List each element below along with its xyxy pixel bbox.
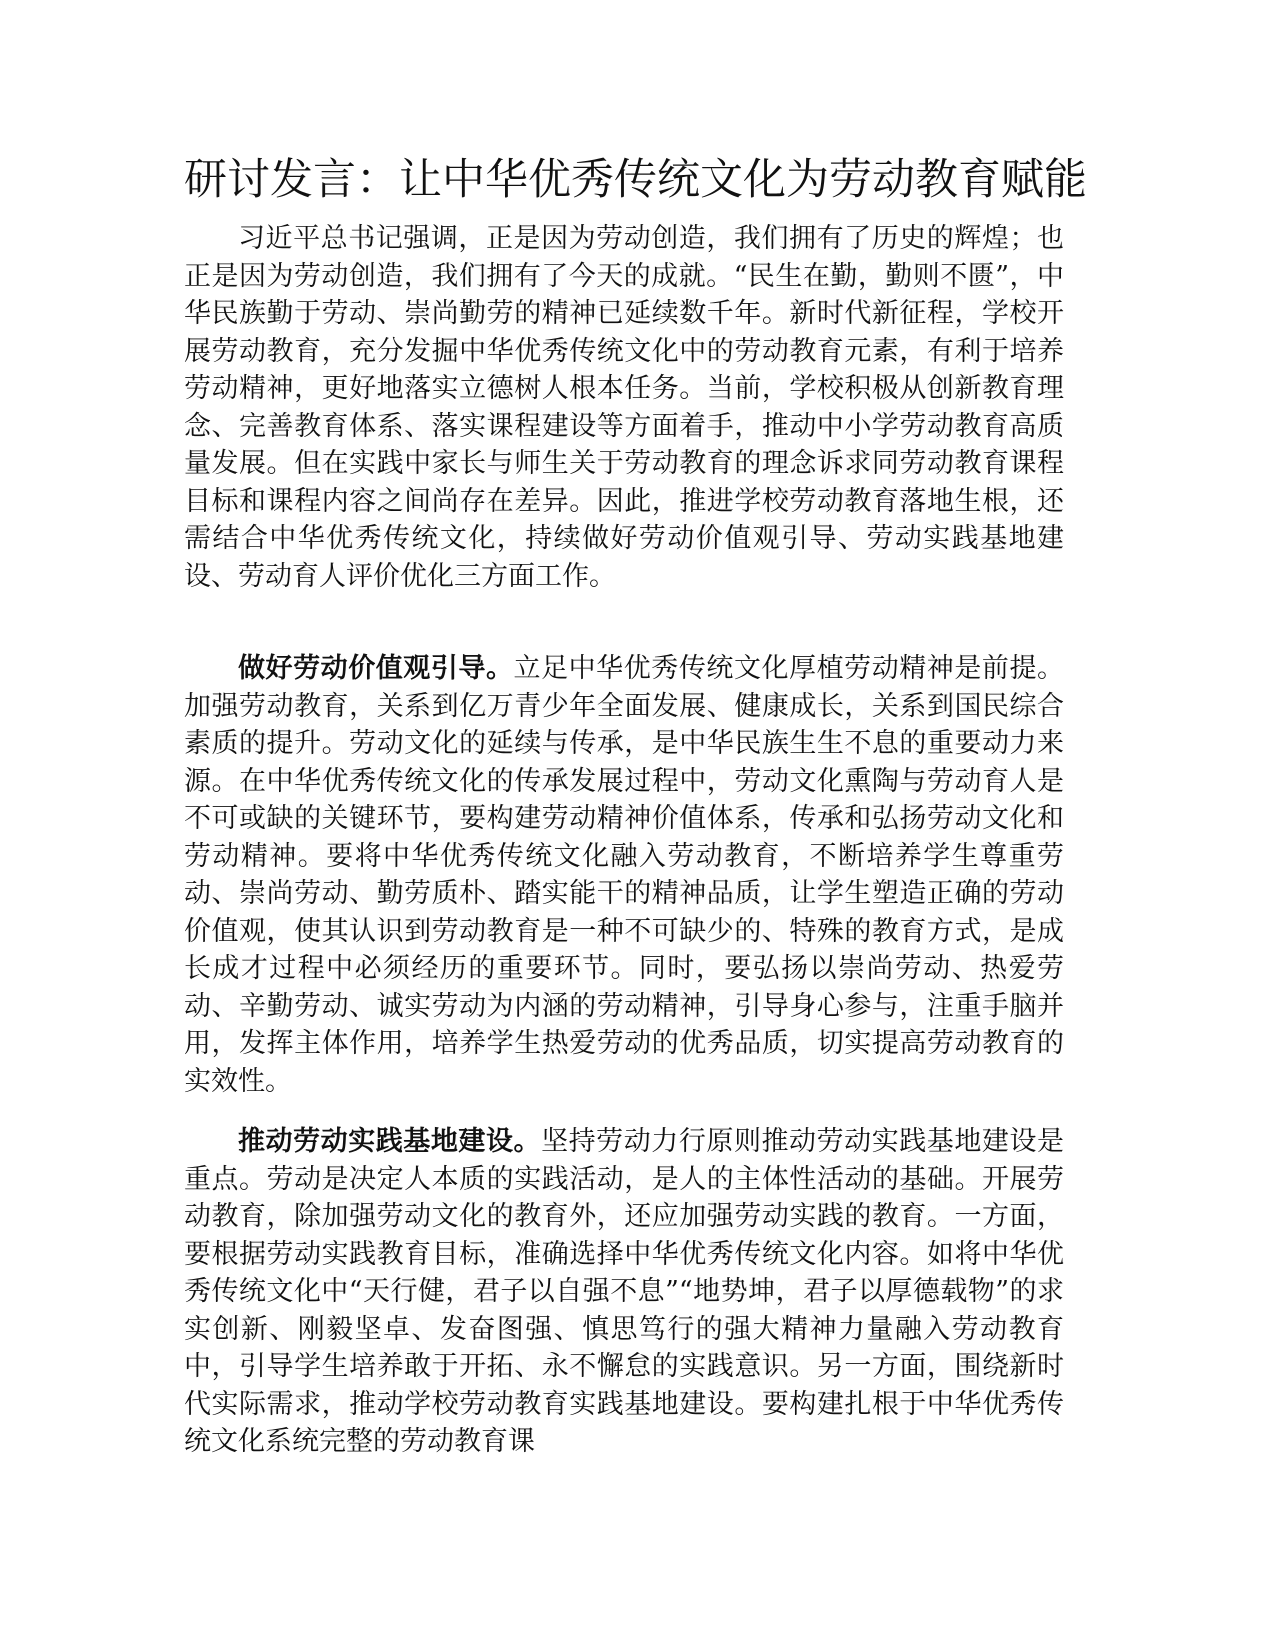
paragraph-intro — [184, 220, 1064, 595]
paragraph-labor-values-heading: 做好劳动价值观引导。 — [238, 653, 514, 684]
paragraph-labor-values — [184, 650, 1064, 1100]
paragraph-intro-text: 习近平总书记强调，正是因为劳动创造，我们拥有了历史的辉煌；也正是因为劳动创造，我们拥有了今天的成就。“民生在勤，勤则不匮”，中华民族勤于劳动、崇尚勤劳的精神已延续数千年。新时代新征程，学校开展劳动教育，充分发掘中华优秀传统文化中的劳动教育元素，有利于培养劳动精神，更好地落实立德树人根本任务。当前，学校积极从创新教育理念、完善教育体系、落实课程建设等方面着手，推动中小学劳动教育高质量发展。但在实践中家长与师生关于劳动教育的理念诉求同劳动教育课程目标和课程内容之间尚存在差异。因此，推进学校劳动教育落地生根，还需结合中华优秀传统文化，持续做好劳动价值观引导、劳动实践基地建设、劳动育人评价优化三方面工作。 — [184, 223, 1064, 592]
paragraph-practice-base-heading: 推动劳动实践基地建设。 — [238, 1126, 542, 1157]
document-title: 研讨发言：让中华优秀传统文化为劳动教育赋能 — [184, 155, 1087, 205]
paragraph-practice-base — [184, 1123, 1064, 1461]
paragraph-labor-values-text: 立足中华优秀传统文化厚植劳动精神是前提。加强劳动教育，关系到亿万青少年全面发展、健康成长，关系到国民综合素质的提升。劳动文化的延续与传承，是中华民族生生不息的重要动力来源。在中华优秀传统文化的传承发展过程中，劳动文化熏陶与劳动育人是不可或缺的关键环节，要构建劳动精神价值体系，传承和弘扬劳动文化和劳动精神。要将中华优秀传统文化融入劳动教育，不断培养学生尊重劳动、崇尚劳动、勤劳质朴、踏实能干的精神品质，让学生塑造正确的劳动价值观，使其认识到劳动教育是一种不可缺少的、特殊的教育方式，是成长成才过程中必须经历的重要环节。同时，要弘扬以崇尚劳动、热爱劳动、辛勤劳动、诚实劳动为内涵的劳动精神，引导身心参与，注重手脑并用，发挥主体作用，培养学生热爱劳动的优秀品质，切实提高劳动教育的实效性。 — [184, 653, 1065, 1097]
paragraph-practice-base-text: 坚持劳动力行原则推动劳动实践基地建设是重点。劳动是决定人本质的实践活动，是人的主体性活动的基础。开展劳动教育，除加强劳动文化的教育外，还应加强劳动实践的教育。一方面，要根据劳动实践教育目标，准确选择中华优秀传统文化内容。如将中华优秀传统文化中“天行健，君子以自强不息”“地势坤，君子以厚德载物”的求实创新、刚毅坚卓、发奋图强、慎思笃行的强大精神力量融入劳动教育中，引导学生培养敢于开拓、永不懈怠的实践意识。另一方面，围绕新时代实际需求，推动学校劳动教育实践基地建设。要构建扎根于中华优秀传统文化系统完整的劳动教育课 — [184, 1126, 1065, 1457]
